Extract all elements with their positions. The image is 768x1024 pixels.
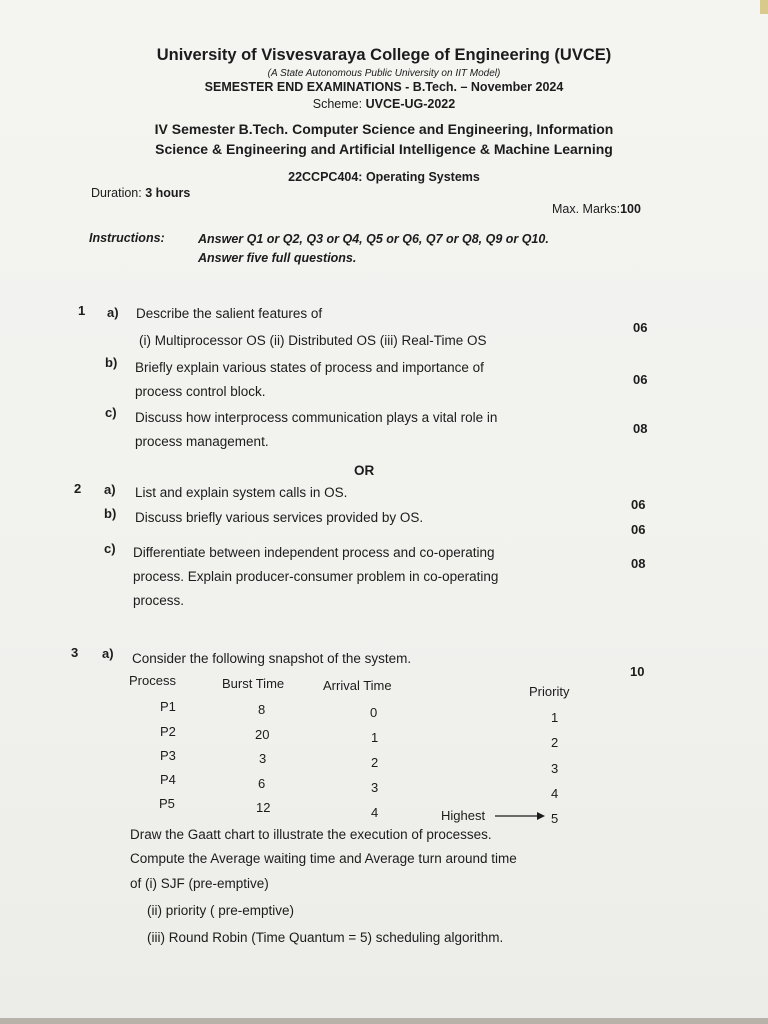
table-cell: 20: [255, 727, 270, 742]
question-number: 1: [78, 303, 86, 318]
instructions-line-2: Answer five full questions.: [198, 251, 357, 265]
program-line-2: Science & Engineering and Artificial Intelligence & Machine Learning: [155, 141, 613, 157]
page-corner: [760, 0, 768, 14]
marks-value: 10: [630, 664, 645, 679]
program-line-1: IV Semester B.Tech. Computer Science and Engineering, Information: [154, 121, 614, 137]
question-text: Compute the Average waiting time and Average turn around time: [130, 851, 517, 866]
exam-title: SEMESTER END EXAMINATIONS - B.Tech. – November 2024: [204, 80, 564, 94]
max-marks-label: Max. Marks:: [552, 202, 621, 216]
question-number: 2: [74, 481, 82, 496]
marks-value: 08: [633, 421, 648, 436]
table-header: Priority: [529, 684, 570, 699]
max-marks-value: 100: [620, 202, 641, 216]
scheme-value: UVCE-UG-2022: [365, 97, 456, 111]
university-title: University of Visvesvaraya College of Engineering (UVCE): [156, 46, 612, 64]
table-cell: 2: [551, 735, 559, 750]
or-separator: OR: [354, 463, 375, 478]
marks-value: 06: [633, 320, 648, 335]
question-text: Briefly explain various states of process and importance of: [135, 360, 484, 375]
subquestion-label: a): [104, 482, 116, 497]
table-header: Process: [129, 673, 176, 688]
page-bottom-edge: [0, 1018, 768, 1024]
duration: [91, 186, 190, 200]
subquestion-label: b): [105, 355, 118, 370]
instructions-label: Instructions:: [89, 231, 165, 245]
table-header: Burst Time: [222, 676, 285, 691]
highest-label: Highest: [441, 808, 486, 823]
table-cell: 8: [258, 702, 266, 717]
table-cell: 3: [371, 780, 379, 795]
question-text: Consider the following snapshot of the system.: [132, 651, 412, 666]
duration-label: Duration:: [91, 186, 142, 200]
subquestion-label: c): [105, 405, 117, 420]
question-number: 3: [71, 645, 79, 660]
table-cell: 3: [551, 761, 559, 776]
table-cell: 6: [258, 776, 266, 791]
question-text: Describe the salient features of: [136, 306, 323, 321]
question-text: process.: [133, 593, 185, 608]
question-text: Draw the Gaatt chart to illustrate the execution of processes.: [130, 827, 492, 842]
question-text: (iii) Round Robin (Time Quantum = 5) scheduling algorithm.: [147, 930, 504, 945]
question-text: List and explain system calls in OS.: [135, 485, 348, 500]
question-text: process control block.: [135, 384, 266, 399]
question-text: Discuss briefly various services provided by OS.: [135, 510, 424, 525]
table-cell: 1: [551, 710, 559, 725]
table-cell: 4: [551, 786, 559, 801]
marks-value: 06: [631, 497, 646, 512]
instructions-line-1: Answer Q1 or Q2, Q3 or Q4, Q5 or Q6, Q7 or Q8, Q9 or Q10.: [198, 232, 549, 246]
scheme-label: Scheme:: [312, 97, 363, 111]
duration-value: 3 hours: [145, 186, 191, 200]
marks-value: 06: [633, 372, 648, 387]
table-header: Arrival Time: [323, 678, 392, 693]
question-text: (ii) priority ( pre-emptive): [147, 903, 295, 918]
table-cell: 2: [371, 755, 379, 770]
table-cell: P5: [159, 796, 175, 811]
arrow-right-icon: [495, 810, 545, 822]
table-cell: 5: [551, 811, 559, 826]
table-cell: 12: [256, 800, 271, 815]
question-text: Discuss how interprocess communication plays a vital role in: [135, 410, 498, 425]
subquestion-label: b): [104, 506, 117, 521]
question-text: (i) Multiprocessor OS (ii) Distributed OS (iii) Real-Time OS: [139, 333, 487, 348]
table-cell: P4: [160, 772, 176, 787]
table-cell: P1: [160, 699, 176, 714]
question-text: process management.: [135, 434, 269, 449]
table-cell: P3: [160, 748, 176, 763]
question-text: process. Explain producer-consumer problem in co-operating: [133, 569, 499, 584]
subquestion-label: a): [102, 646, 114, 661]
subquestion-label: a): [107, 305, 119, 320]
table-cell: 4: [371, 805, 379, 820]
table-cell: 1: [371, 730, 379, 745]
table-cell: 3: [259, 751, 267, 766]
question-text: Differentiate between independent process and co-operating: [133, 545, 495, 560]
marks-value: 06: [631, 522, 646, 537]
max-marks: [552, 202, 641, 216]
university-subtitle: (A State Autonomous Public University on IIT Model): [267, 68, 501, 79]
subquestion-label: c): [104, 541, 116, 556]
marks-value: 08: [631, 556, 646, 571]
scheme-line: [0, 97, 768, 111]
course-title: 22CCPC404: Operating Systems: [288, 170, 480, 184]
table-cell: 0: [370, 705, 378, 720]
table-cell: P2: [160, 724, 176, 739]
question-text: of (i) SJF (pre-emptive): [130, 876, 269, 891]
